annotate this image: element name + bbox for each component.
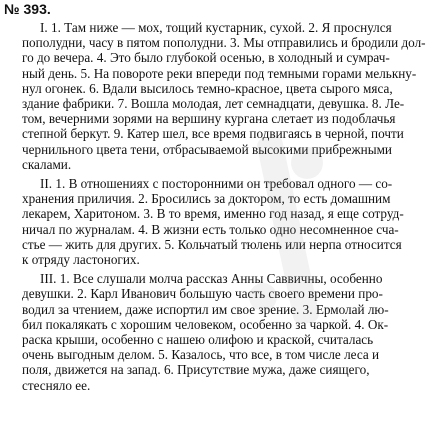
paragraph-line: поля, движется на запад. 6. Присутствие мужа, даже сиящего, [22,362,370,378]
paragraph-line: раска крыши, особенно с нашею олифою и краской, считалась [22,332,374,348]
paragraph-line: чернильного цвета тени, отбрасываемой высокими прибрежными [22,141,392,157]
paragraph-line: водил за чтением, даже испортил им свое зрение. 3. Ермолай лю- [22,301,389,317]
paragraph-line: том, вечерними зорями на вершину кургана слетает из подоблачья [22,111,396,127]
paragraph-3 [4,271,422,393]
exercise-title: № 393. [4,1,51,17]
paragraph-line: го до вечера. 4. Это было глубокой осенью, в холодный и сумрач- [22,50,390,66]
paragraph-line: стесняло ее. [22,377,91,393]
paragraph-line: стье — жить для других. 5. Кольчатый тюлень или нерпа относится [22,236,402,252]
paragraph-line: II. 1. В отношениях с посторонними он требовал одного — со- [40,176,393,192]
paragraph-line: I. 1. Там ниже — мох, тощий кустарник, сухой. 2. Я проснулся [40,20,392,35]
paragraph-line: лекарем, Харитоном. 3. В то время, именно год назад, я еще сотруд- [22,206,404,222]
paragraph-line: степной беркут. 9. Катер шел, все время подвигаясь в черной, почти [22,126,404,142]
paragraph-line: ничал по журналам. 4. В жизни есть только одно несомненное сча- [22,221,399,237]
paragraph-line: ный день. 5. На повороте реки впереди под темными горами мелькну- [22,65,417,81]
paragraph-line: нул огонек. 6. Вдали высилось темно-красное, цвета сырого мяса, [22,80,393,96]
paragraph-line: здание фабрики. 7. Вошла молодая, лет семнадцати, девушка. 8. Ле- [22,96,405,112]
paragraph-line: пополудни, часу в пятом пополудни. 3. Мы отправились и бродили дол- [22,35,426,51]
paragraph-line: девушки. 2. Карл Иванович большую часть своего времени про- [22,286,383,302]
paragraph-line: к отряду ластоногих. [22,252,140,268]
paragraph-line: бил покалякать с хорошим человеком, особенно за чаркой. 4. Ок- [22,316,389,332]
paragraph-line: скалами. [22,156,72,172]
paragraph-line: хранения приличия. 2. Бросились за доктором, то есть домашним [22,191,391,207]
paragraph-2 [4,176,422,267]
paragraph-line: III. 1. Все слушали молча рассказ Анны Саввичны, особенно [40,271,383,287]
paragraph-1 [4,20,426,172]
paragraph-line: очень выгодным делом. 5. Казалось, что все, в том числе леса и [22,347,380,363]
